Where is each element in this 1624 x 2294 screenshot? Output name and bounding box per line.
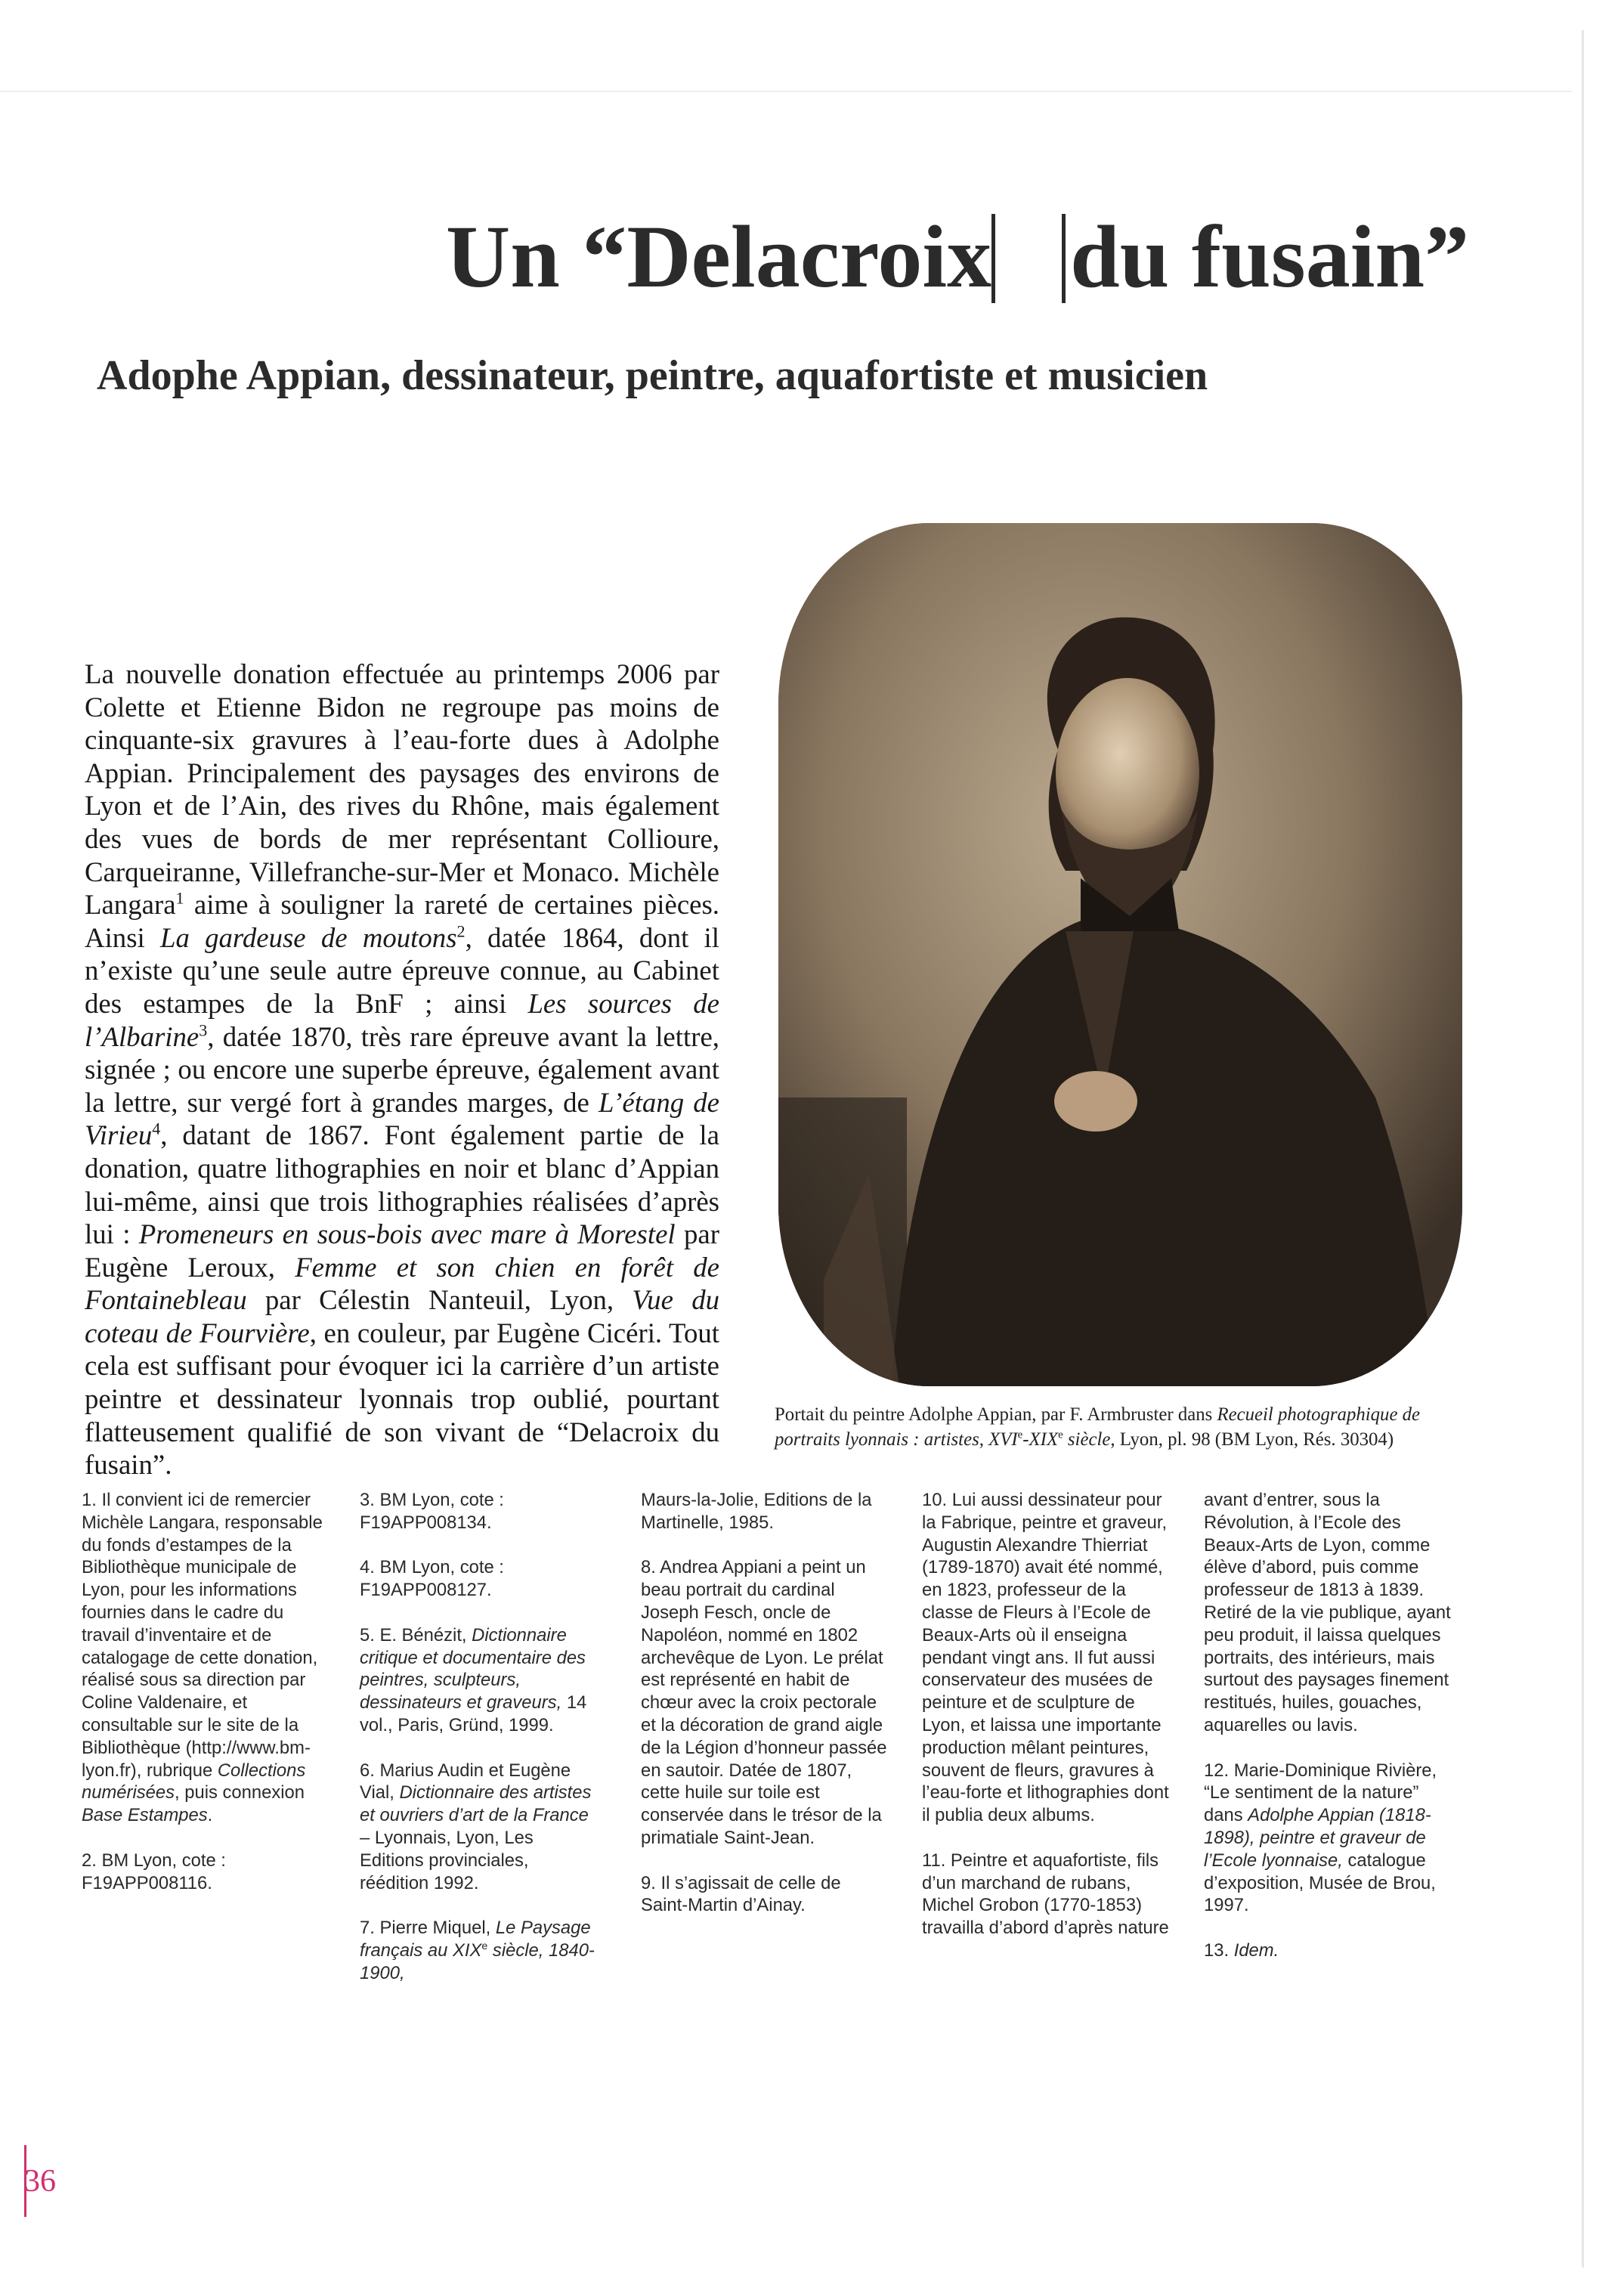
- footnotes-column-5: [1204, 1489, 1461, 1985]
- footnote: 8. Andrea Appiani a peint un beau portrait du cardinal Joseph Fesch, oncle de Napoléon, nommé en 1802 archevêque de Lyon. Le prélat est représenté en habit de chœur avec la croix pectorale et la décoration de grand aigle de la Légion d’honneur passée en sautoir. Datée de 1807, cette huile sur toile est conservée dans le trésor de la primatiale Saint-Jean.: [641, 1557, 887, 1848]
- footnote: 2. BM Lyon, cote : F19APP008116.: [82, 1850, 226, 1893]
- top-rule: [0, 91, 1572, 92]
- title-divider-bar: [991, 214, 995, 303]
- footnote: 10. Lui aussi dessinateur pour la Fabrique, peintre et graveur, Augustin Alexandre Thierriat (1789-1870) avait été nommé, en 1823, professeur de la classe de Fleurs à l’Ecole de Beaux-Arts où il enseigna pendant vingt ans. Il fut aussi conservateur des musées de peinture et de sculpture de Lyon, et laissa une importante production mêlant peintures, souvent de fleurs, gravures à l’eau-forte et lithographies dont il publia deux albums.: [922, 1490, 1169, 1826]
- footnote: 1. Il convient ici de remercier Michèle Langara, responsable du fonds d’estampes de la Bibliothèque municipale de Lyon, pour les informations fournies dans le cadre du travail d’inventaire et de catalogage de cette donation, réalisé sous sa direction par Coline Valdenaire, et consultable sur le site de la Bibliothèque (http://www.bm-lyon.fr), rubrique Collections numérisées, puis connexion Base Estampes.: [82, 1490, 323, 1826]
- footnote: 5. E. Bénézit, Dictionnaire critique et documentaire des peintres, sculpteurs, dessinateurs et graveurs, 14 vol., Paris, Gründ, 1999.: [360, 1624, 587, 1735]
- page-title: Un “Delacroix du fusain”: [446, 207, 1470, 306]
- page-number: 36: [24, 2164, 56, 2199]
- portrait-illustration: [778, 523, 1462, 1386]
- footnotes-column-2: [360, 1489, 602, 2007]
- title-divider-bar: [1062, 214, 1066, 303]
- footnote: 4. BM Lyon, cote : F19APP008127.: [360, 1557, 504, 1601]
- right-margin-rule: [1582, 30, 1584, 2268]
- footnote: Maurs-la-Jolie, Editions de la Martinelle, 1985.: [641, 1490, 872, 1533]
- footnote: 9. Il s’agissait de celle de Saint-Martin d’Ainay.: [641, 1872, 841, 1916]
- photo-caption: Portait du peintre Adolphe Appian, par F. Armbruster dans Recueil photographique de portraits lyonnais : artistes, XVIe-XIXe siècle, Lyon, pl. 98 (BM Lyon, Rés. 30304): [775, 1404, 1421, 1450]
- footnote: 13. Idem.: [1204, 1940, 1279, 1961]
- page-subtitle: Adophe Appian, dessinateur, peintre, aquafortiste et musicien: [97, 352, 1208, 399]
- footnotes-column-3: [641, 1489, 890, 1940]
- portrait-photo: [778, 523, 1462, 1386]
- article-body: La nouvelle donation effectuée au printemps 2006 par Colette et Etienne Bidon ne regroupe pas moins de cinquante-six gravures à l’eau-forte dues à Adolphe Appian. Principalement des paysages des environs de Lyon et de l’Ain, des rives du Rhône, mais également des vues de bords de mer représentant Collioure, Carqueiranne, Villefranche-sur-Mer et Monaco. Michèle Langara$^1$ aime à souligner la rareté de certaines pièces. Ainsi La gardeuse de moutons$^2$, datée 1864, dont il n’existe qu’une seule autre épreuve connue, au Cabinet des estampes de la BnF ; ainsi Les sources de l’Albarine$^3$, datée 1870, très rare épreuve avant la lettre, signée ; ou encore une superbe épreuve, également avant la lettre, sur vergé fort à grandes marges, de L’étang de Virieu$^4$, datant de 1867. Font également partie de la donation, quatre lithographies en noir et blanc d’Appian lui-même, ainsi que trois lithographies réalisées d’après lui : Promeneurs en sous-bois avec mare à Morestel par Eugène Leroux, Femme et son chien en forêt de Fontainebleau par Célestin Nanteuil, Lyon, Vue du coteau de Fourvière, en couleur, par Eugène Cicéri. Tout cela est suffisant pour évoquer ici la carrière d’un artiste peintre et dessinateur lyonnais trop oublié, pourtant flatteusement qualifié de son vivant de “Delacroix du fusain”.: [85, 658, 720, 1481]
- footnote: avant d’entrer, sous la Révolution, à l’Ecole des Beaux-Arts de Lyon, comme élève d’abord, puis comme professeur de 1813 à 1839. Retiré de la vie publique, ayant peu produit, il laissa quelques portraits, des intérieurs, mais surtout des paysages finement restitués, huiles, gouaches, aquarelles ou lavis.: [1204, 1490, 1451, 1735]
- footnote: 3. BM Lyon, cote : F19APP008134.: [360, 1490, 504, 1533]
- footnote: 12. Marie-Dominique Rivière, “Le sentiment de la nature” dans Adolphe Appian (1818-1898), peintre et graveur de l’Ecole lyonnaise, catalogue d’exposition, Musée de Brou, 1997.: [1204, 1760, 1437, 1916]
- footnotes-column-1: [82, 1489, 335, 1917]
- footnote: 7. Pierre Miquel, Le Paysage français au XIXe siècle, 1840-1900,: [360, 1918, 595, 1983]
- footnote: 11. Peintre et aquafortiste, fils d’un marchand de rubans, Michel Grobon (1770-1853) travailla d’abord d’après nature: [922, 1850, 1169, 1939]
- footnote: 6. Marius Audin et Eugène Vial, Dictionnaire des artistes et ouvriers d’art de la France – Lyonnais, Lyon, Les Editions provinciales, réédition 1992.: [360, 1760, 592, 1893]
- footnotes-column-4: [922, 1489, 1175, 1962]
